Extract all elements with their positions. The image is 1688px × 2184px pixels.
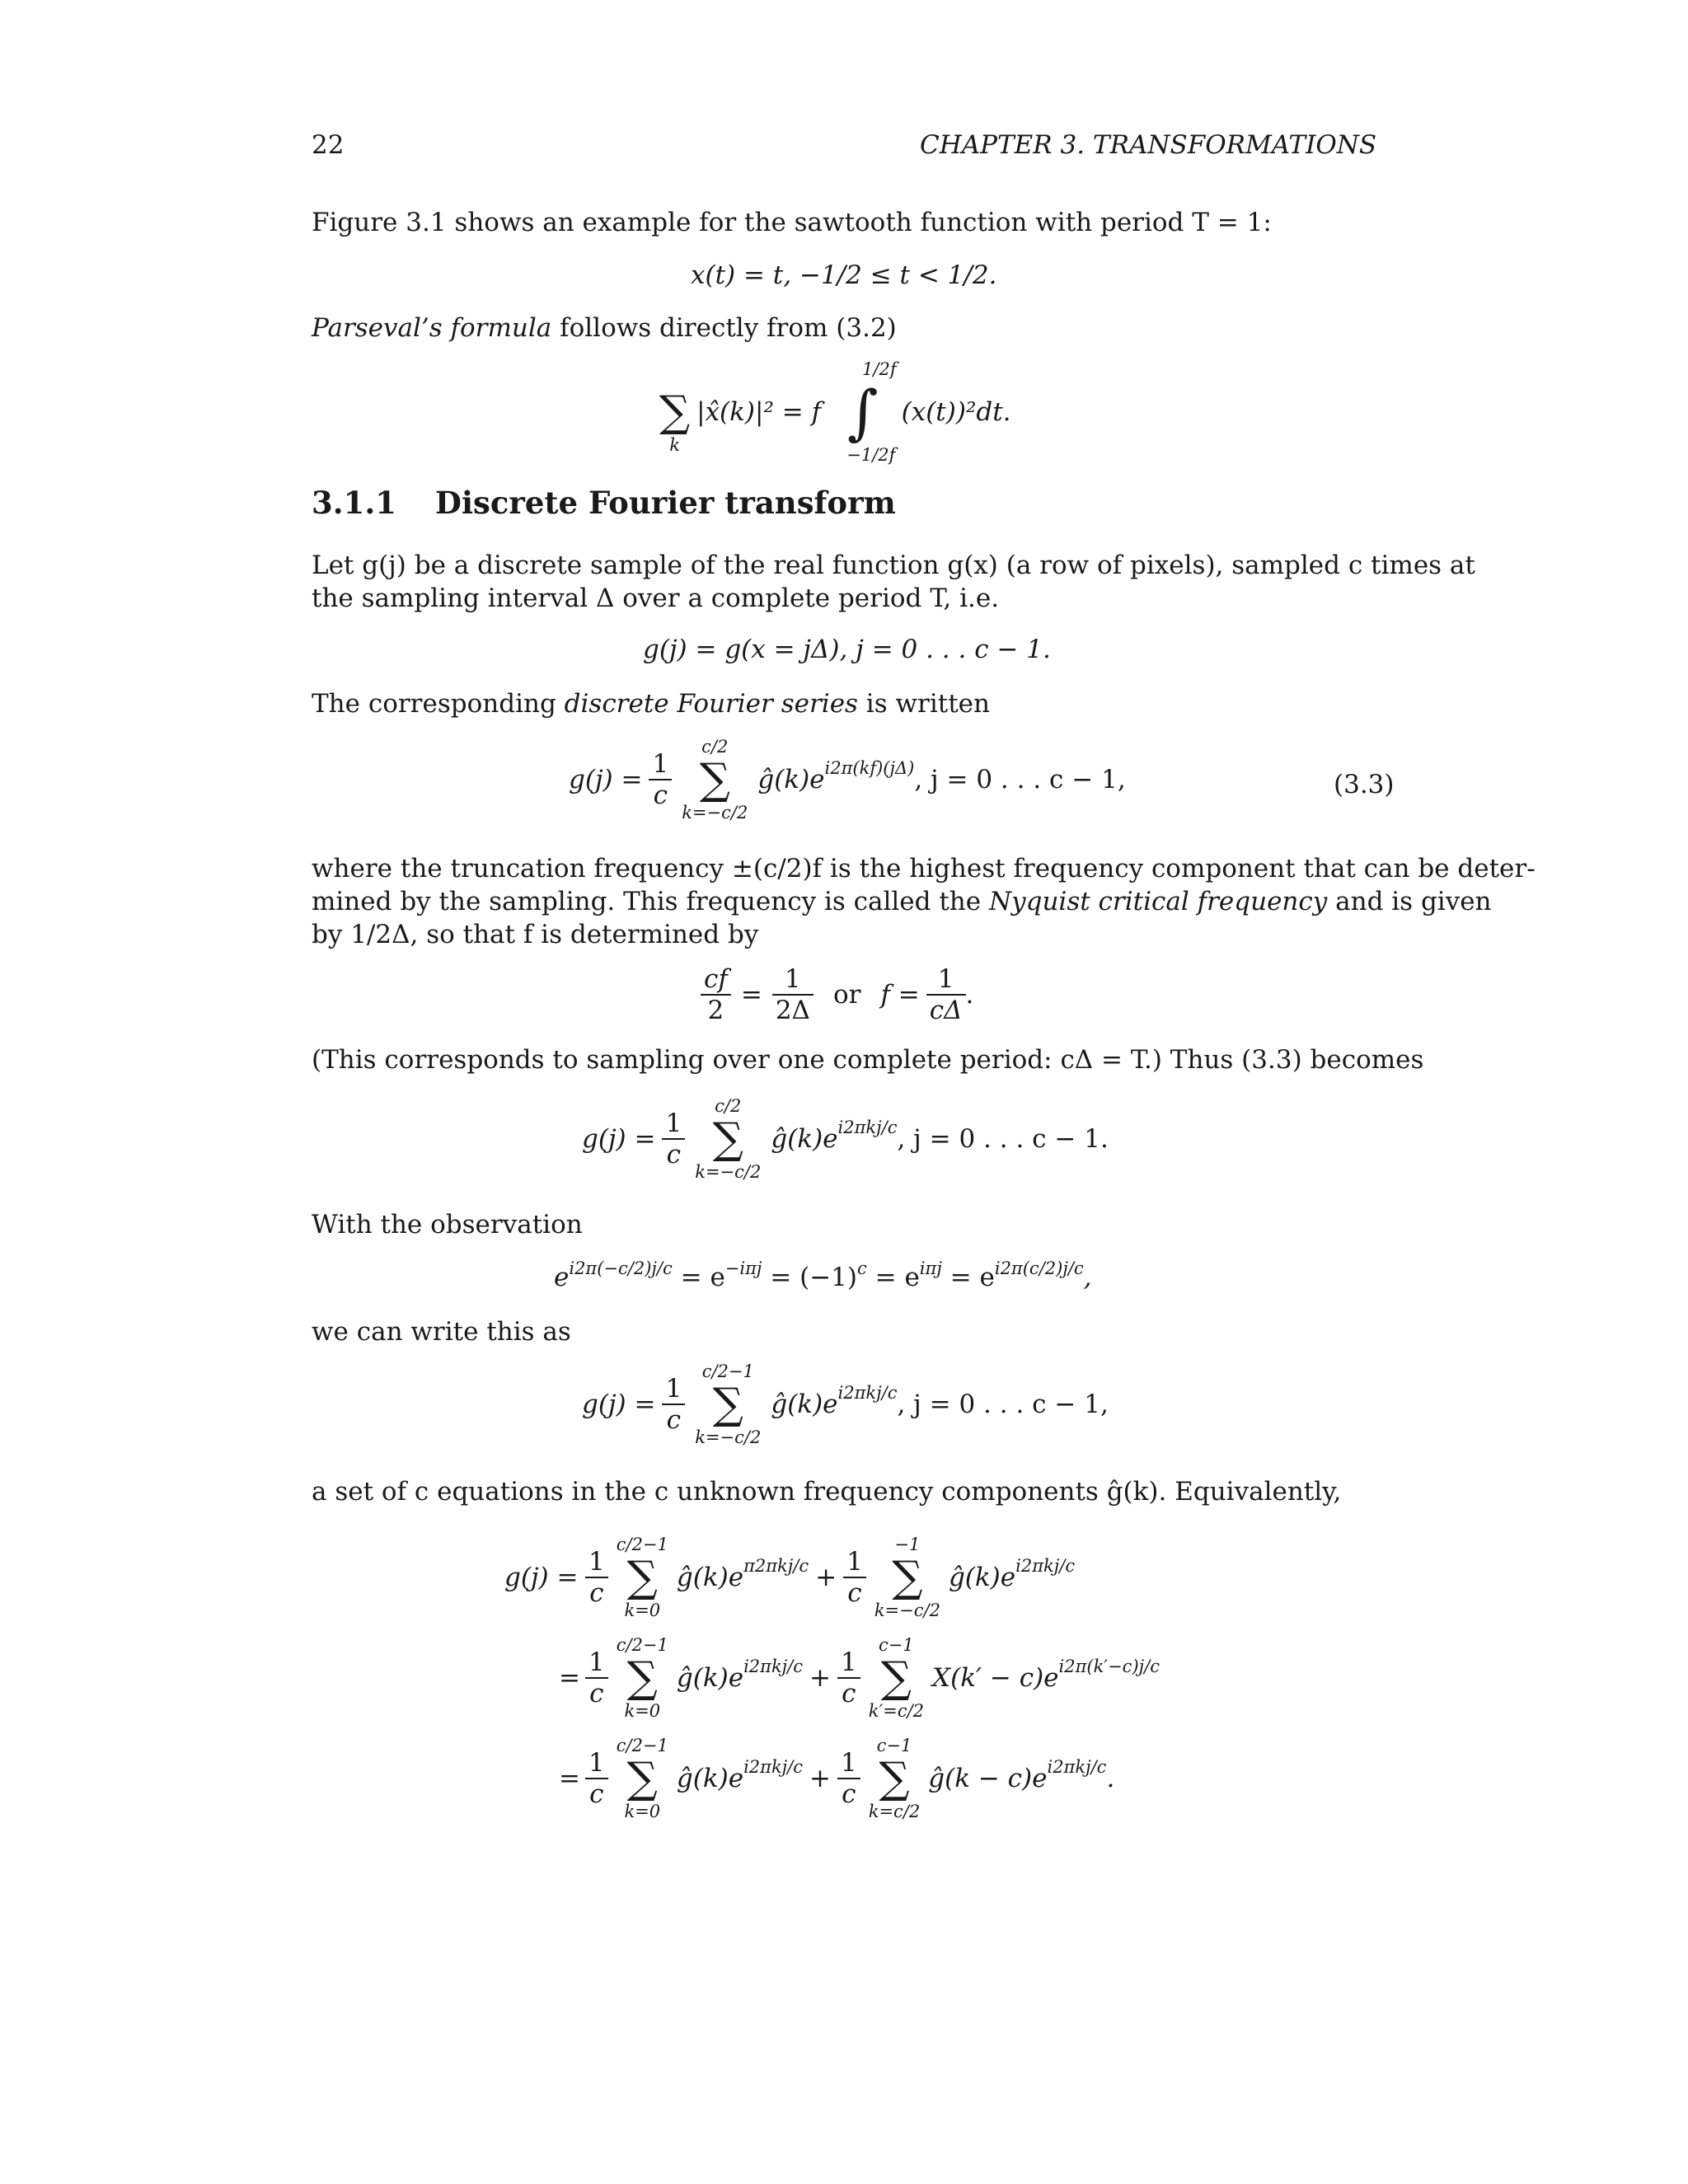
paragraph-truncation-line3: by 1/2Δ, so that f is determined by <box>312 920 759 949</box>
paragraph-parseval <box>312 312 897 344</box>
paragraph-write: we can write this as <box>312 1317 571 1347</box>
nyq-frac2: $\frac{1}{2\Delta}$ <box>772 964 814 1025</box>
nyq-frac1: $\frac{cf}{2}$ <box>701 964 731 1025</box>
integral-symbol: 1/2f ∫ −1/2f <box>846 359 897 465</box>
equation-3-3 <box>569 737 1126 823</box>
section-heading <box>312 485 896 521</box>
equation-observation: $e^{i2\pi(-c/2)j/c} = e^{-i\pi j} = (-1)^c = e^{i\pi j} = e^{i2\pi(c/2)j/c}$, <box>554 1258 1092 1292</box>
nyq-frac3: $\frac{1}{c\Delta}$ <box>926 964 966 1025</box>
eq33-lhs: g(j) = <box>569 765 643 794</box>
paragraph-equations: a set of c equations in the c unknown frequency components ĝ(k). Equivalently, <box>312 1477 1342 1507</box>
eq33-exponent: i2π(kf)(jΔ) <box>824 758 915 778</box>
dfs-end: is written <box>857 689 990 719</box>
integrand: (x(t))²dt. <box>901 397 1011 427</box>
equation-number: (3.3) <box>1334 770 1395 799</box>
paragraph-period: (This corresponds to sampling over one complete period: cΔ = T.) Thus (3.3) becomes <box>312 1045 1424 1075</box>
eq33-term: ĝ(k)e <box>757 765 825 794</box>
equation-sawtooth: x(t) = t, −1/2 ≤ t < 1/2. <box>691 260 997 290</box>
equation-dfs-c: g(j) = $\frac{1}{c}$ c/2−1 ∑ k=−c/2 ĝ(k)e i2πkj/c , j = 0 . . . c − 1, <box>582 1361 1109 1447</box>
paragraph-truncation-line2: mined by the sampling. This frequency is called the Nyquist critical frequency and is given <box>312 887 1492 916</box>
equation-dfs-b: g(j) = $\frac{1}{c}$ c/2 ∑ k=−c/2 ĝ(k)e i2πkj/c , j = 0 . . . c − 1. <box>582 1096 1109 1182</box>
sum-bottom: k <box>669 435 680 455</box>
integral-bottom: −1/2f <box>846 445 896 465</box>
running-title: CHAPTER 3. TRANSFORMATIONS <box>920 130 1377 160</box>
paragraph-sample-line1: Let g(j) be a discrete sample of the real function g(x) (a row of pixels), sampled c times at <box>312 551 1475 580</box>
paragraph-dfs <box>312 687 990 720</box>
section-number: 3.1.1 <box>312 485 396 521</box>
paragraph-observation: With the observation <box>312 1210 583 1240</box>
paragraph-sawtooth: Figure 3.1 shows an example for the sawtooth function with period T = 1: <box>312 208 1272 237</box>
parseval-term: Parseval’s formula <box>312 313 552 343</box>
nyquist-term: Nyquist critical frequency <box>988 887 1328 916</box>
eq33-sum: c/2 ∑ k=−c/2 <box>682 737 748 823</box>
dfs-term: discrete Fourier series <box>564 689 858 719</box>
equation-sample: g(j) = g(x = jΔ), j = 0 . . . c − 1. <box>643 635 1051 664</box>
sum-symbol: ∑ k <box>659 387 691 455</box>
page-number: 22 <box>312 130 345 160</box>
equation-nyquist: $\frac{cf}{2}$ = $\frac{1}{2\Delta}$ or f = $\frac{1}{c\Delta}$ . <box>701 964 973 1025</box>
dfs-start: The corresponding <box>312 689 565 719</box>
section-title: Discrete Fourier transform <box>434 485 896 521</box>
eq33-tail: , j = 0 . . . c − 1, <box>914 765 1126 794</box>
equation-d-line1: g(j) = $\frac{1}{c}$ c/2−1 ∑ k=0 ĝ(k)e π2πkj/c + $\frac{1}{c}$ −1 ∑ k=−c/2 ĝ(k)e i2πkj/c <box>504 1535 1076 1620</box>
integral-top: 1/2f <box>862 359 897 379</box>
paragraph-truncation-line1: where the truncation frequency ±(c/2)f is the highest frequency component that can be deter- <box>312 854 1536 883</box>
equation-d-line2: = $\frac{1}{c}$ c/2−1 ∑ k=0 ĝ(k)e i2πkj/c + $\frac{1}{c}$ c−1 ∑ k′=c/2 X(k′ − c)e i2π(k′−c)j/c <box>559 1635 1160 1721</box>
paragraph-sample-line2: the sampling interval Δ over a complete period T, i.e. <box>312 583 1000 613</box>
parseval-rest: follows directly from (3.2) <box>551 313 897 343</box>
eq33-fraction: $\frac{1}{c}$ <box>649 749 672 810</box>
equation-parseval <box>659 359 1011 465</box>
parseval-lhs: |x̂(k)|² = f <box>696 397 822 427</box>
equation-d-line3: = $\frac{1}{c}$ c/2−1 ∑ k=0 ĝ(k)e i2πkj/c + $\frac{1}{c}$ c−1 ∑ k=c/2 ĝ(k − c)e i2πkj/c . <box>559 1736 1115 1821</box>
